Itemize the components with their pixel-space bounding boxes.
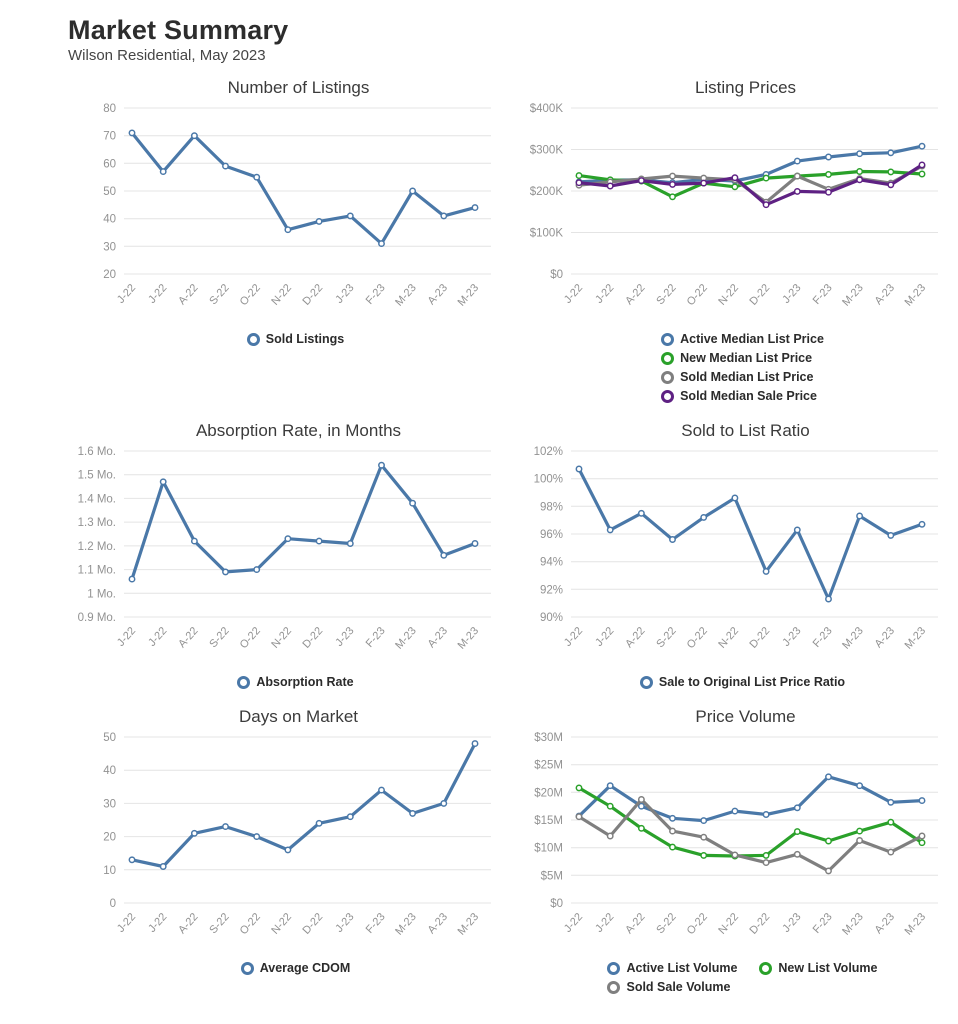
data-point — [670, 828, 675, 833]
data-point — [763, 812, 768, 817]
data-point — [763, 202, 768, 207]
x-axis-tick-label: F-23 — [810, 910, 835, 936]
data-point — [701, 818, 706, 823]
data-point — [129, 576, 134, 581]
data-point — [639, 511, 644, 516]
x-axis-tick-label: S-22 — [207, 910, 232, 937]
x-axis-tick-label: N-22 — [716, 910, 742, 937]
y-axis-tick-label: $0 — [550, 269, 563, 281]
x-axis-tick-label: O-22 — [237, 910, 263, 938]
y-axis-tick-label: 92% — [539, 584, 563, 597]
data-point — [670, 537, 675, 542]
data-point — [608, 183, 613, 188]
chart-legend — [217, 330, 344, 348]
x-axis-tick-label: F-23 — [810, 624, 835, 650]
chart-canvas-absorption-rate — [68, 443, 493, 671]
x-axis-tick-label: M-23 — [902, 624, 929, 652]
x-axis-tick-label: S-22 — [207, 281, 232, 308]
legend-ring-icon — [640, 676, 653, 689]
x-axis-tick-label: J-22 — [114, 624, 139, 649]
y-axis-tick-label: $5M — [540, 870, 563, 883]
data-point — [576, 785, 581, 790]
page-title: Market Summary — [68, 15, 289, 45]
data-point — [857, 828, 862, 833]
data-point — [254, 175, 259, 180]
x-axis-tick-label: J-22 — [114, 281, 139, 306]
y-axis-tick-label: $100K — [529, 227, 563, 240]
legend-ring-icon — [661, 352, 674, 365]
chart-legend — [610, 673, 845, 691]
x-axis-tick-label: N-22 — [716, 624, 742, 651]
data-point — [254, 567, 259, 572]
chart-number-of-listings — [68, 78, 493, 405]
data-point — [670, 844, 675, 849]
data-point — [857, 177, 862, 182]
x-axis-tick-label: S-22 — [654, 910, 679, 937]
data-point — [285, 847, 290, 852]
data-point — [763, 175, 768, 180]
y-axis-tick-label: $25M — [534, 759, 563, 772]
legend-item — [237, 673, 353, 691]
data-point — [795, 158, 800, 163]
legend-item — [607, 978, 737, 996]
series-line — [132, 744, 475, 867]
data-point — [763, 569, 768, 574]
x-axis-tick-label: D-22 — [747, 281, 773, 308]
x-axis-tick-label: M-23 — [902, 281, 929, 309]
x-axis-tick-label: M-23 — [393, 910, 419, 938]
data-point — [161, 479, 166, 484]
y-axis-tick-label: 70 — [103, 130, 116, 143]
x-axis-tick-label: D-22 — [747, 624, 773, 651]
x-axis-tick-label: J-23 — [780, 281, 804, 306]
data-point — [732, 495, 737, 500]
data-point — [795, 805, 800, 810]
x-axis-tick-label: M-23 — [902, 910, 929, 938]
x-axis-tick-label: A-22 — [623, 281, 648, 308]
data-point — [826, 838, 831, 843]
chart-canvas-days-on-market — [68, 729, 493, 957]
x-axis-tick-label: J-23 — [333, 624, 357, 649]
y-axis-tick-label: 1.1 Mo. — [77, 564, 116, 577]
legend-ring-icon — [661, 390, 674, 403]
y-axis-tick-label: 100% — [533, 473, 563, 486]
legend-label: Sold Sale Volume — [626, 980, 731, 994]
y-axis-tick-label: $30M — [534, 732, 563, 744]
data-point — [670, 182, 675, 187]
data-point — [670, 816, 675, 821]
data-point — [192, 831, 197, 836]
x-axis-tick-label: A-23 — [425, 281, 451, 308]
x-axis-tick-label: J-22 — [561, 281, 586, 306]
page-subtitle: Wilson Residential, May 2023 — [68, 47, 266, 64]
x-axis-tick-label: A-23 — [872, 281, 898, 308]
legend-label: Active Median List Price — [680, 332, 824, 346]
legend-item — [661, 387, 824, 405]
data-point — [795, 852, 800, 857]
y-axis-tick-label: $200K — [529, 186, 563, 198]
legend-ring-icon — [247, 333, 260, 346]
y-axis-tick-label: $0 — [550, 898, 563, 910]
x-axis-tick-label: A-23 — [425, 624, 451, 651]
legend-ring-icon — [759, 962, 772, 975]
data-point — [348, 213, 353, 218]
data-point — [795, 189, 800, 194]
chart-legend — [211, 959, 351, 977]
data-point — [223, 824, 228, 829]
data-point — [888, 169, 893, 174]
x-axis-tick-label: O-22 — [684, 281, 710, 309]
chart-listing-prices — [515, 78, 940, 405]
series-line — [132, 133, 475, 244]
legend-item — [661, 330, 824, 348]
chart-title: Sold to List Ratio — [681, 421, 810, 440]
y-axis-tick-label: 1.3 Mo. — [77, 517, 116, 530]
x-axis-tick-label: D-22 — [300, 281, 326, 308]
legend-item — [661, 349, 824, 367]
y-axis-tick-label: 94% — [539, 556, 563, 569]
data-point — [857, 838, 862, 843]
legend-label: New Median List Price — [680, 351, 813, 365]
data-point — [192, 133, 197, 138]
chart-canvas-listing-prices — [515, 100, 940, 328]
data-point — [410, 501, 415, 506]
y-axis-tick-label: $400K — [529, 103, 563, 115]
data-point — [254, 834, 259, 839]
x-axis-tick-label: D-22 — [747, 910, 773, 937]
data-point — [701, 515, 706, 520]
x-axis-tick-label: M-23 — [455, 910, 482, 938]
data-point — [795, 829, 800, 834]
y-axis-tick-label: $300K — [529, 144, 563, 157]
legend-label: Sale to Original List Price Ratio — [658, 675, 846, 689]
x-axis-tick-label: J-22 — [561, 910, 586, 935]
data-point — [795, 527, 800, 532]
data-point — [639, 826, 644, 831]
legend-label: New List Volume — [778, 961, 878, 975]
data-point — [888, 849, 893, 854]
x-axis-tick-label: A-22 — [623, 910, 648, 937]
data-point — [472, 541, 477, 546]
data-point — [129, 130, 134, 135]
data-point — [763, 853, 768, 858]
x-axis-tick-label: M-23 — [840, 624, 866, 652]
data-point — [701, 853, 706, 858]
data-point — [888, 533, 893, 538]
data-point — [888, 182, 893, 187]
data-point — [701, 180, 706, 185]
series-line — [579, 146, 922, 183]
chart-legend — [577, 959, 877, 996]
x-axis-tick-label: D-22 — [300, 624, 326, 651]
x-axis-tick-label: J-23 — [780, 624, 804, 649]
y-axis-tick-label: $20M — [534, 787, 563, 800]
chart-price-volume — [515, 707, 940, 996]
x-axis-tick-label: M-23 — [455, 281, 482, 309]
y-axis-tick-label: 40 — [103, 213, 116, 226]
data-point — [857, 513, 862, 518]
data-point — [919, 840, 924, 845]
chart-legend — [207, 673, 353, 691]
y-axis-tick-label: $15M — [534, 815, 563, 827]
y-axis-tick-label: 98% — [539, 501, 563, 514]
data-point — [192, 538, 197, 543]
legend-label: Sold Listings — [265, 332, 345, 346]
chart-title: Listing Prices — [694, 78, 797, 97]
data-point — [348, 541, 353, 546]
x-axis-tick-label: F-23 — [363, 624, 388, 650]
x-axis-tick-label: S-22 — [654, 281, 679, 308]
data-point — [826, 172, 831, 177]
chart-absorption-rate — [68, 421, 493, 691]
data-point — [576, 466, 581, 471]
y-axis-tick-label: 20 — [103, 269, 116, 281]
data-point — [857, 151, 862, 156]
data-point — [441, 553, 446, 558]
x-axis-tick-label: J-22 — [146, 281, 170, 306]
x-axis-tick-label: S-22 — [207, 624, 232, 651]
data-point — [919, 144, 924, 149]
data-point — [223, 569, 228, 574]
legend-ring-icon — [237, 676, 250, 689]
data-point — [285, 227, 290, 232]
legend-item — [640, 673, 845, 691]
y-axis-tick-label: $10M — [534, 842, 563, 855]
y-axis-tick-label: 10 — [103, 864, 116, 877]
data-point — [472, 741, 477, 746]
x-axis-tick-label: O-22 — [684, 624, 710, 652]
x-axis-tick-label: A-23 — [872, 624, 898, 651]
chart-grid — [68, 78, 958, 996]
y-axis-tick-label: 0.9 Mo. — [77, 612, 116, 624]
data-point — [732, 175, 737, 180]
chart-canvas-price-volume — [515, 729, 940, 957]
data-point — [732, 808, 737, 813]
data-point — [441, 801, 446, 806]
x-axis-tick-label: J-22 — [146, 624, 170, 649]
data-point — [795, 173, 800, 178]
x-axis-tick-label: J-22 — [146, 910, 170, 935]
data-point — [161, 169, 166, 174]
y-axis-tick-label: 90% — [539, 612, 563, 624]
data-point — [888, 800, 893, 805]
x-axis-tick-label: J-23 — [333, 910, 357, 935]
chart-title: Number of Listings — [227, 78, 370, 97]
legend-item — [759, 959, 877, 977]
data-point — [410, 188, 415, 193]
data-point — [410, 811, 415, 816]
x-axis-tick-label: M-23 — [393, 281, 419, 309]
chart-canvas-sold-to-list-ratio — [515, 443, 940, 671]
data-point — [826, 154, 831, 159]
data-point — [888, 820, 893, 825]
chart-sold-to-list-ratio — [515, 421, 940, 691]
x-axis-tick-label: J-22 — [593, 624, 617, 649]
x-axis-tick-label: J-22 — [561, 624, 586, 649]
legend-ring-icon — [661, 371, 674, 384]
data-point — [379, 787, 384, 792]
data-point — [129, 857, 134, 862]
x-axis-tick-label: M-23 — [393, 624, 419, 652]
x-axis-tick-label: A-22 — [176, 281, 201, 308]
y-axis-tick-label: 0 — [109, 898, 116, 910]
legend-ring-icon — [241, 962, 254, 975]
y-axis-tick-label: 96% — [539, 529, 563, 541]
data-point — [379, 241, 384, 246]
chart-title: Price Volume — [695, 707, 796, 726]
data-point — [826, 596, 831, 601]
data-point — [316, 821, 321, 826]
x-axis-tick-label: A-22 — [176, 624, 201, 651]
data-point — [732, 184, 737, 189]
data-point — [701, 835, 706, 840]
x-axis-tick-label: M-23 — [840, 281, 866, 309]
x-axis-tick-label: J-22 — [593, 910, 617, 935]
legend-ring-icon — [661, 333, 674, 346]
data-point — [826, 190, 831, 195]
data-point — [576, 173, 581, 178]
x-axis-tick-label: F-23 — [363, 910, 388, 936]
data-point — [919, 162, 924, 167]
data-point — [826, 868, 831, 873]
y-axis-tick-label: 102% — [533, 446, 563, 458]
data-point — [608, 527, 613, 532]
x-axis-tick-label: N-22 — [269, 624, 295, 651]
y-axis-tick-label: 50 — [103, 186, 116, 198]
x-axis-tick-label: F-23 — [810, 281, 835, 307]
data-point — [888, 150, 893, 155]
x-axis-tick-label: J-22 — [593, 281, 617, 306]
x-axis-tick-label: M-23 — [455, 624, 482, 652]
x-axis-tick-label: O-22 — [684, 910, 710, 938]
data-point — [379, 463, 384, 468]
legend-item — [241, 959, 351, 977]
y-axis-tick-label: 40 — [103, 765, 116, 778]
legend-item — [247, 330, 344, 348]
legend-item — [661, 368, 824, 386]
x-axis-tick-label: D-22 — [300, 910, 326, 937]
x-axis-tick-label: A-23 — [872, 910, 898, 937]
data-point — [285, 536, 290, 541]
x-axis-tick-label: O-22 — [237, 624, 263, 652]
legend-ring-icon — [607, 981, 620, 994]
legend-ring-icon — [607, 962, 620, 975]
x-axis-tick-label: N-22 — [716, 281, 742, 308]
data-point — [441, 213, 446, 218]
chart-days-on-market — [68, 707, 493, 996]
data-point — [348, 814, 353, 819]
data-point — [732, 852, 737, 857]
data-point — [763, 860, 768, 865]
data-point — [316, 538, 321, 543]
data-point — [576, 814, 581, 819]
data-point — [639, 178, 644, 183]
y-axis-tick-label: 1.4 Mo. — [77, 493, 116, 506]
data-point — [919, 798, 924, 803]
data-point — [608, 804, 613, 809]
y-axis-tick-label: 60 — [103, 158, 116, 171]
legend-label: Sold Median List Price — [680, 370, 814, 384]
series-line — [579, 800, 922, 871]
legend-label: Active List Volume — [626, 961, 738, 975]
data-point — [826, 774, 831, 779]
x-axis-tick-label: M-23 — [840, 910, 866, 938]
data-point — [472, 205, 477, 210]
data-point — [670, 173, 675, 178]
legend-item — [607, 959, 737, 977]
report-header — [68, 14, 958, 64]
legend-label: Average CDOM — [259, 961, 351, 975]
data-point — [857, 783, 862, 788]
y-axis-tick-label: 1 Mo. — [87, 588, 116, 601]
legend-label: Sold Median Sale Price — [680, 389, 817, 403]
x-axis-tick-label: J-23 — [333, 281, 357, 306]
data-point — [639, 804, 644, 809]
x-axis-tick-label: S-22 — [654, 624, 679, 651]
chart-title: Days on Market — [238, 707, 359, 726]
data-point — [223, 163, 228, 168]
data-point — [919, 522, 924, 527]
y-axis-tick-label: 30 — [103, 241, 116, 254]
x-axis-tick-label: A-23 — [425, 910, 451, 937]
data-point — [670, 194, 675, 199]
data-point — [576, 180, 581, 185]
x-axis-tick-label: A-22 — [623, 624, 648, 651]
y-axis-tick-label: 1.2 Mo. — [77, 540, 116, 553]
data-point — [608, 783, 613, 788]
x-axis-tick-label: A-22 — [176, 910, 201, 937]
x-axis-tick-label: O-22 — [237, 281, 263, 309]
y-axis-tick-label: 80 — [103, 103, 116, 115]
x-axis-tick-label: N-22 — [269, 281, 295, 308]
x-axis-tick-label: J-23 — [780, 910, 804, 935]
x-axis-tick-label: F-23 — [363, 281, 388, 307]
data-point — [857, 169, 862, 174]
data-point — [608, 833, 613, 838]
data-point — [919, 833, 924, 838]
y-axis-tick-label: 50 — [103, 732, 116, 744]
data-point — [316, 219, 321, 224]
data-point — [161, 864, 166, 869]
y-axis-tick-label: 30 — [103, 798, 116, 811]
x-axis-tick-label: J-22 — [114, 910, 139, 935]
y-axis-tick-label: 1.5 Mo. — [77, 469, 116, 482]
legend-label: Absorption Rate — [256, 675, 354, 689]
x-axis-tick-label: N-22 — [269, 910, 295, 937]
chart-canvas-number-of-listings — [68, 100, 493, 328]
chart-title: Absorption Rate, in Months — [195, 421, 402, 440]
y-axis-tick-label: 1.6 Mo. — [77, 446, 116, 458]
chart-legend — [631, 330, 824, 405]
data-point — [919, 171, 924, 176]
data-point — [639, 797, 644, 802]
y-axis-tick-label: 20 — [103, 831, 116, 844]
